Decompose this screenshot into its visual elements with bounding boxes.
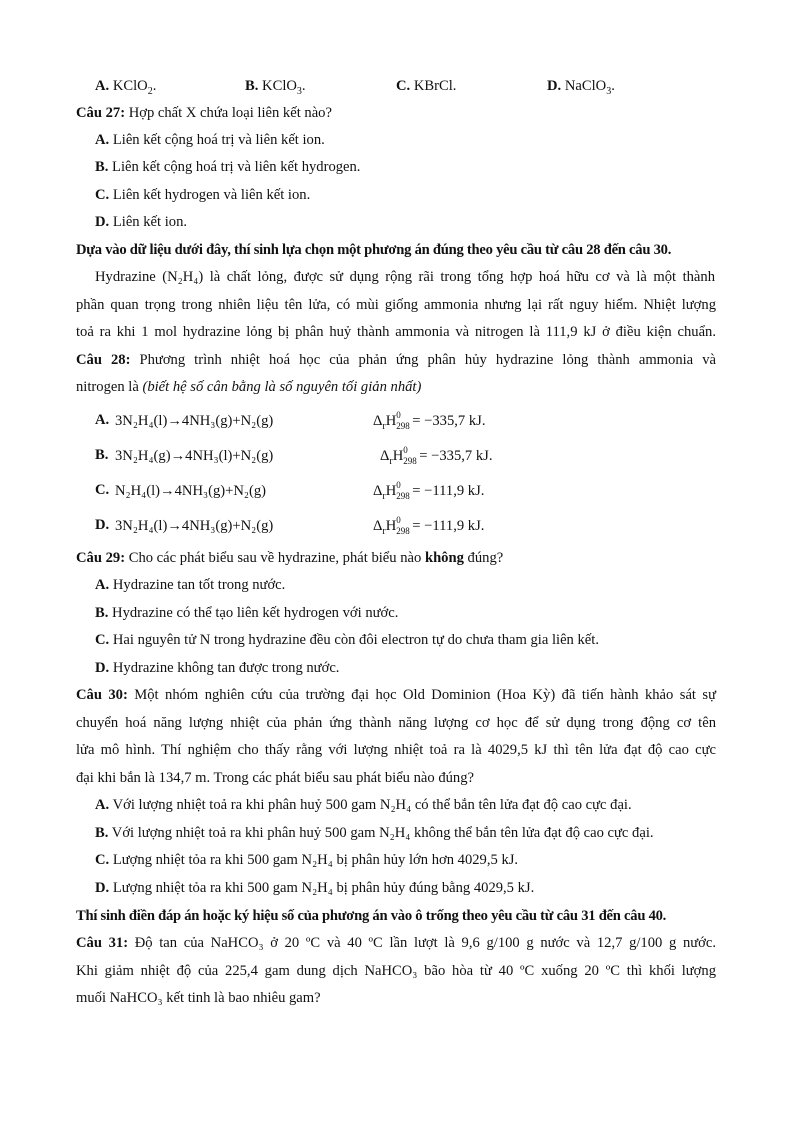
equation: 3N₂H₄(g)→4NH₃(l)+N₂(g) — [115, 448, 274, 464]
enthalpy-value: $\Delta_rH$ 0 298 = −335,7 kJ. — [380, 445, 493, 467]
q30-stem-line-2: chuyển hoá năng lượng nhiệt của phản ứng thành năng lượng cơ học để sử dụng trong động cơ tên — [76, 715, 716, 731]
q26-option-b[interactable]: B. KClO$_3$. — [245, 78, 306, 97]
q27-option-c[interactable]: C. Liên kết hydrogen và liên kết ion. — [95, 187, 311, 203]
equation: N₂H₄(l)→4NH₃(g)+N₂(g) — [115, 483, 266, 499]
q27-option-d[interactable]: D. Liên kết ion. — [95, 214, 188, 230]
q31-stem-line-3: muối NaHCO₃ kết tinh là bao nhiêu gam? — [76, 990, 321, 1006]
q28-option-d[interactable]: D. 3N₂H₄(l)→4NH₃(g)+N₂(g) $\Delta_rH$ 0 298 = −111,9 kJ. — [95, 515, 485, 537]
q31-stem-line-1: Câu 31: Độ tan của NaHCO₃ ở 20 ºC và 40 ºC lần lượt là 9,6 g/100 g nước và 12,7 g/100 g nước. — [76, 935, 716, 951]
q31-stem-line-2: Khi giảm nhiệt độ của 225,4 gam dung dịch NaHCO₃ bão hòa từ 40 ºC xuống 20 ºC thì khối lượng — [76, 963, 716, 979]
q27-stem: Câu 27: Hợp chất X chứa loại liên kết nào? — [76, 105, 332, 121]
q30-option-c[interactable]: C. Lượng nhiệt tỏa ra khi 500 gam N₂H₄ bị phân hủy lớn hơn 4029,5 kJ. — [95, 852, 519, 868]
enthalpy-value: $\Delta_rH$ 0 298 = −335,7 kJ. — [373, 410, 486, 432]
q30-stem-line-4: đại khi bắn là 134,7 m. Trong các phát biểu sau phát biểu nào đúng? — [76, 770, 475, 786]
q28-option-c[interactable]: C. N₂H₄(l)→4NH₃(g)+N₂(g) $\Delta_rH$ 0 298 = −111,9 kJ. — [95, 480, 485, 502]
q28-stem-line-2: nitrogen là (biết hệ số cân bằng là số nguyên tối giản nhất) — [76, 379, 422, 395]
q30-stem-line-1: Câu 30: Một nhóm nghiên cứu của trường đại học Old Dominion (Hoa Kỳ) đã tiến hành khảo sát sự — [76, 687, 716, 703]
q29-option-d[interactable]: D. Hydrazine không tan được trong nước. — [95, 660, 340, 676]
q27-option-a[interactable]: A. Liên kết cộng hoá trị và liên kết ion. — [95, 132, 325, 148]
q30-stem-line-3: lửa mô hình. Thí nghiệm cho thấy rằng với lượng nhiệt toả ra là 4029,5 kJ thì tên lửa đạt độ cao cực — [76, 742, 716, 758]
passage-line-1: Hydrazine (N₂H₄) là chất lỏng, được sử dụng rộng rãi trong tổng hợp hoá hữu cơ và là một thành — [95, 269, 715, 285]
q29-option-b[interactable]: B. Hydrazine có thể tạo liên kết hydrogen với nước. — [95, 605, 399, 621]
q30-option-b[interactable]: B. Với lượng nhiệt toả ra khi phân huỷ 500 gam N₂H₄ không thể bắn tên lửa đạt độ cao cực đại. — [95, 825, 654, 841]
passage-line-3: toả ra khi 1 mol hydrazine lỏng bị phân huỷ thành ammonia và nitrogen là 111,9 kJ ở điều kiện chuẩn. — [76, 324, 716, 340]
equation: 3N₂H₄(l)→4NH₃(g)+N₂(g) — [115, 518, 274, 534]
q26-options-row — [95, 77, 715, 95]
q28-stem-line-1: Câu 28: Phương trình nhiệt hoá học của phản ứng phân hủy hydrazine lỏng thành ammonia và — [76, 352, 716, 368]
q29-stem: Câu 29: Cho các phát biểu sau về hydrazine, phát biểu nào không đúng? — [76, 550, 504, 566]
enthalpy-value: $\Delta_rH$ 0 298 = −111,9 kJ. — [373, 480, 485, 502]
q30-option-d[interactable]: D. Lượng nhiệt tỏa ra khi 500 gam N₂H₄ bị phân hủy đúng bằng 4029,5 kJ. — [95, 880, 535, 896]
q30-option-a[interactable]: A. Với lượng nhiệt toả ra khi phân huỷ 500 gam N₂H₄ có thể bắn tên lửa đạt độ cao cực đại. — [95, 797, 632, 813]
q26-option-c[interactable]: C. KBrCl. — [396, 78, 457, 94]
enthalpy-value: $\Delta_rH$ 0 298 = −111,9 kJ. — [373, 515, 485, 537]
instruction-31-40: Thí sinh điền đáp án hoặc ký hiệu số của phương án vào ô trống theo yêu cầu từ câu 31 đến câu 40. — [76, 908, 667, 924]
q26-option-d[interactable]: D. NaClO$_3$. — [547, 78, 615, 97]
q29-label: Câu 29: — [76, 550, 126, 566]
instruction-28-30: Dựa vào dữ liệu dưới đây, thí sinh lựa chọn một phương án đúng theo yêu cầu từ câu 28 đến câu 30. — [76, 242, 672, 258]
q29-option-a[interactable]: A. Hydrazine tan tốt trong nước. — [95, 577, 286, 593]
q27-option-b[interactable]: B. Liên kết cộng hoá trị và liên kết hydrogen. — [95, 159, 361, 175]
q28-option-a[interactable]: A. 3N₂H₄(l)→4NH₃(g)+N₂(g) $\Delta_rH$ 0 298 = −335,7 kJ. — [95, 410, 486, 432]
q30-label: Câu 30: — [76, 687, 128, 703]
q28-option-b[interactable]: B. 3N₂H₄(g)→4NH₃(l)+N₂(g) $\Delta_rH$ 0 298 = −335,7 kJ. — [95, 445, 493, 467]
equation: 3N₂H₄(l)→4NH₃(g)+N₂(g) — [115, 413, 274, 429]
q29-option-c[interactable]: C. Hai nguyên tử N trong hydrazine đều còn đôi electron tự do chưa tham gia liên kết. — [95, 632, 599, 648]
q28-label: Câu 28: — [76, 352, 131, 368]
q27-label: Câu 27: — [76, 105, 126, 121]
passage-line-2: phần quan trọng trong nhiên liệu tên lửa, có mùi giống ammonia nhưng lại rất nguy hiểm. Nhiệt lượng — [76, 297, 716, 313]
q31-label: Câu 31: — [76, 935, 129, 951]
q26-option-a[interactable]: A. KClO$_2$. — [95, 78, 157, 97]
